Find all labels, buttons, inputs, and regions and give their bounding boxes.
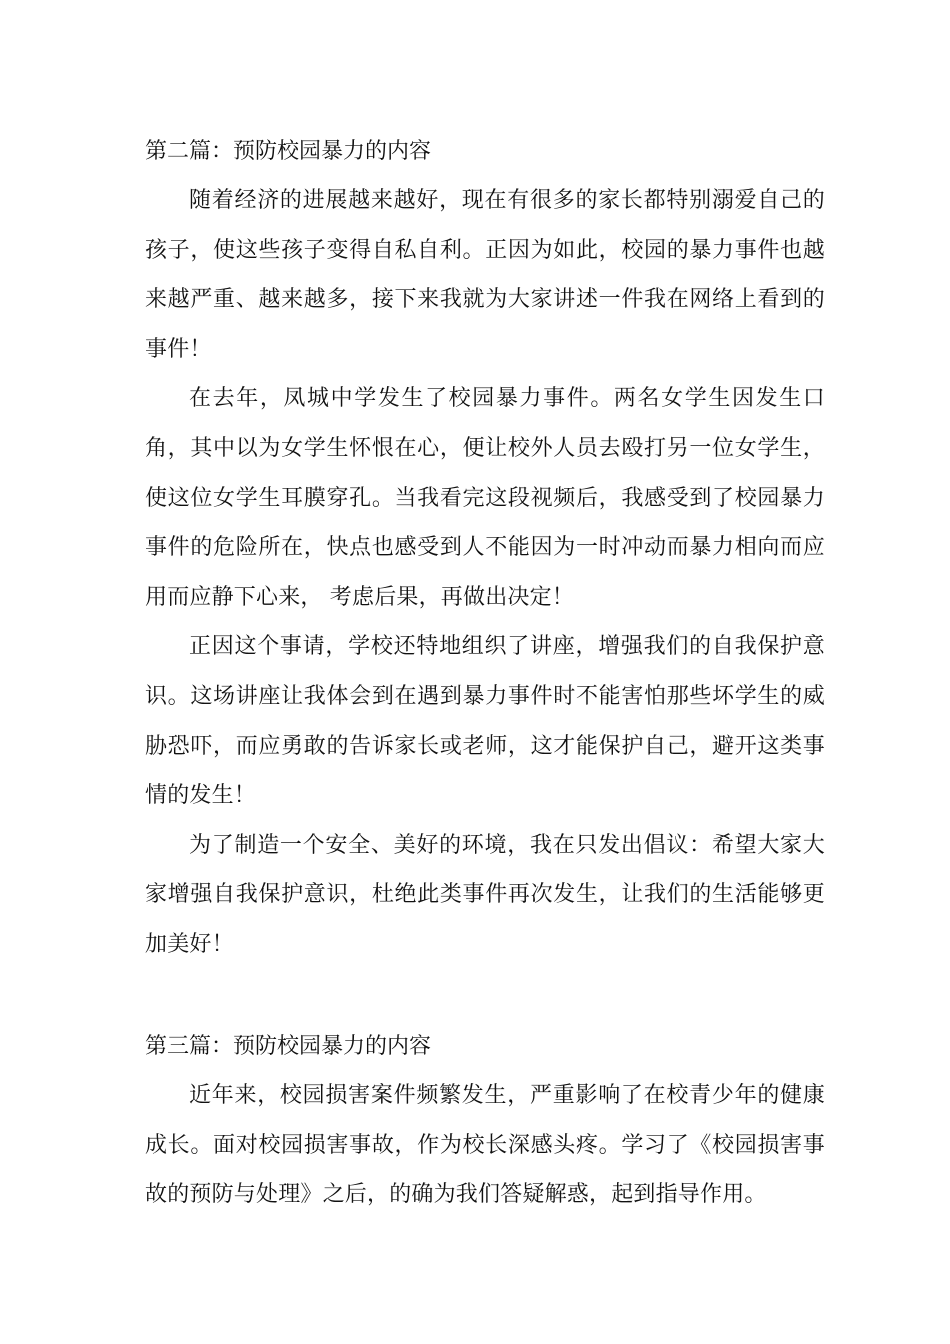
section-body [145,1071,825,1220]
paragraph: 随着经济的进展越来越好，现在有很多的家长都特别溺爱自己的孩子，使这些孩子变得自私自利。正因为如此，校园的暴力事件也越来越严重、越来越多，接下来我就为大家讲述一件我在网络上看到的事件！ [145,188,825,362]
paragraph: 近年来，校园损害案件频繁发生，严重影响了在校青少年的健康成长。面对校园损害事故，作为校长深感头疼。学习了《校园损害事故的预防与处理》之后，的确为我们答疑解惑，起到指导作用。 [145,1083,825,1208]
section-heading: 第三篇：预防校园暴力的内容 [145,1034,432,1059]
section-body [145,176,825,970]
paragraph: 为了制造一个安全、美好的环境，我在只发出倡议：希望大家大家增强自我保护意识，杜绝此类事件再次发生，让我们的生活能够更加美好！ [145,832,825,957]
section-heading: 第二篇：预防校园暴力的内容 [145,139,432,164]
paragraph: 在去年，凤城中学发生了校园暴力事件。两名女学生因发生口角，其中以为女学生怀恨在心，便让校外人员去殴打另一位女学生，使这位女学生耳膜穿孔。当我看完这段视频后，我感受到了校园暴力事件的危险所在，快点也感受到人不能因为一时冲动而暴力相向而应用而应静下心来， 考虑后果，再做出决定！ [145,386,825,610]
paragraph: 正因这个事请，学校还特地组织了讲座，增强我们的自我保护意识。这场讲座让我体会到在遇到暴力事件时不能害怕那些坏学生的威胁恐吓，而应勇敢的告诉家长或老师，这才能保护自己，避开这类事情的发生！ [145,634,825,809]
